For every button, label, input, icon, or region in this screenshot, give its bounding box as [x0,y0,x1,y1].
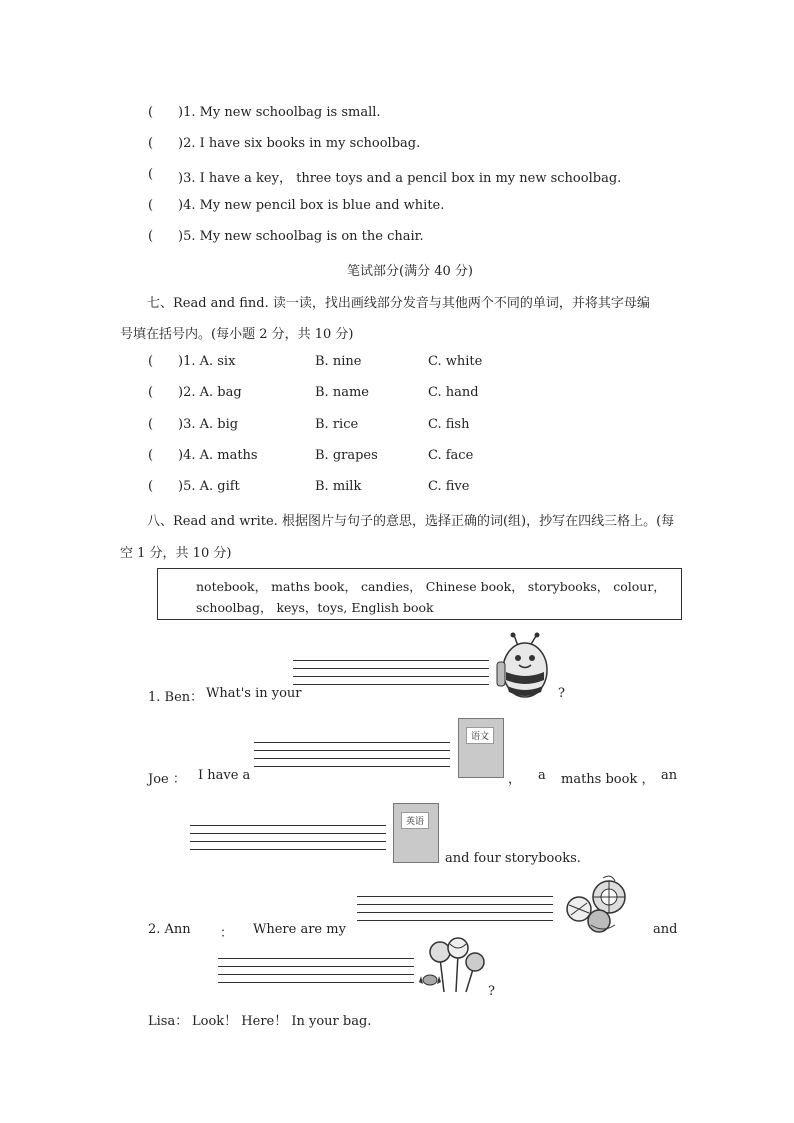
lisa-label: Lisa： [148,1014,189,1029]
writing-lines-candies[interactable] [218,958,414,983]
word-bank-line2: schoolbag， keys，toys, English book [196,600,434,615]
candies-icon [418,936,486,996]
answer-paren[interactable]: ( [148,479,154,494]
option-a: )2. A. bag [178,385,242,400]
ann-label: 2. Ann [148,922,191,937]
word-bank-box [157,568,682,620]
joe-comma: ， [508,772,522,787]
joe-end-text: and four storybooks. [445,851,581,866]
word-bank-line1: notebook， maths book， candies， Chinese book， storybooks， colour， [196,579,666,594]
listening-item-5: )5. My new schoolbag is on the chair. [178,229,424,244]
listening-item-1: )1. My new schoolbag is small. [178,105,381,120]
section8-instruction-line1: 八、Read and write. 根据图片与句子的意思，选择正确的词(组)，抄写在四线三格上。(每 [147,514,675,529]
section7-instruction-line2: 号填在括号内。(每小题 2 分，共 10 分) [120,327,354,342]
english-book-icon [393,803,439,863]
joe-article-a: a [538,768,546,783]
ann-question-text: Where are my [253,922,346,937]
option-b: B. nine [315,354,362,369]
ben-question-mark: ? [558,686,565,701]
option-a: )5. A. gift [178,479,240,494]
writing-lines-schoolbag[interactable] [293,660,489,685]
option-c: C. fish [428,417,470,432]
ann-colon: ： [220,926,234,941]
listening-item-2: )2. I have six books in my schoolbag. [178,136,421,151]
section8-instruction-line2: 空 1 分，共 10 分) [120,546,232,561]
answer-paren[interactable]: ( [148,198,154,213]
option-c: C. five [428,479,470,494]
writing-lines-toys[interactable] [357,896,553,921]
ben-question-text: What's in your [206,686,302,701]
listening-item-4: )4. My new pencil box is blue and white. [178,198,445,213]
option-b: B. name [315,385,369,400]
option-b: B. rice [315,417,359,432]
option-b: B. milk [315,479,362,494]
option-a: )3. A. big [178,417,239,432]
answer-paren[interactable]: ( [148,385,154,400]
schoolbag-icon [492,632,556,702]
chinese-book-label: 语文 [466,727,494,744]
option-b: B. grapes [315,448,378,463]
joe-maths-book: maths book ， [561,772,655,787]
section7-instruction-line1: 七、Read and find. 读一读，找出画线部分发音与其他两个不同的单词，并将其字母编 [147,296,650,311]
chinese-book-icon [458,718,504,778]
answer-paren[interactable]: ( [148,354,154,369]
answer-paren[interactable]: ( [148,105,154,120]
joe-article-an: an [661,768,678,783]
answer-paren[interactable]: ( [148,417,154,432]
ben-label: 1. Ben： [148,690,204,705]
english-book-label: 英语 [401,812,429,829]
toys-icon [563,875,629,935]
answer-paren[interactable]: ( [148,448,154,463]
ann-and: and [653,922,678,937]
option-c: C. hand [428,385,479,400]
listening-item-3: )3. I have a key， three toys and a pencil box in my new schoolbag. [178,171,622,186]
written-section-title: 笔试部分(满分 40 分) [347,264,473,279]
answer-paren[interactable]: ( [148,229,154,244]
option-a: )4. A. maths [178,448,258,463]
joe-label: Joe ： [148,772,186,787]
writing-lines-english-book[interactable] [190,825,386,850]
writing-lines-chinese-book[interactable] [254,742,450,767]
option-a: )1. A. six [178,354,236,369]
answer-paren[interactable]: ( [148,136,154,151]
lisa-answer-text: Look！ Here！ In your bag. [192,1014,372,1029]
answer-paren[interactable]: ( [148,167,154,182]
ann-question-mark: ? [488,984,495,999]
joe-text: I have a [198,768,251,783]
option-c: C. white [428,354,483,369]
option-c: C. face [428,448,474,463]
